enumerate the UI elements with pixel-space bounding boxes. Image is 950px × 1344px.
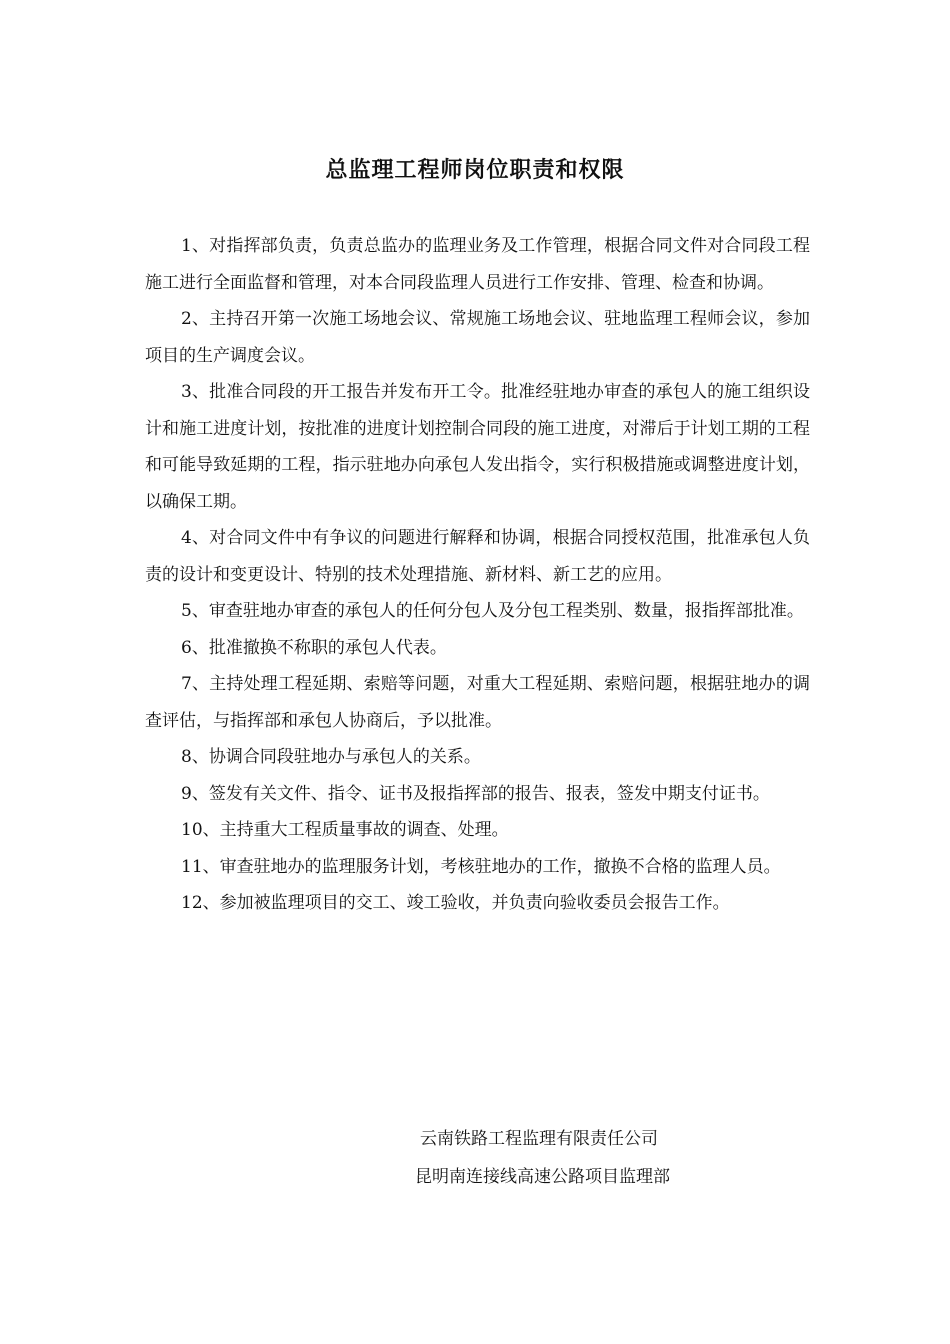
duty-item-6: 6、批准撤换不称职的承包人代表。 <box>181 637 447 658</box>
signature-block <box>415 1120 755 1196</box>
duty-item-3: 3、批准合同段的开工报告并发布开工令。批准经驻地办审查的承包人的施工组织设计和施工进度计划，按批准的进度计划控制合同段的施工进度，对滞后于计划工期的工程和可能导致延期的工程，指示驻地办向承包人发出指令，实行积极措施或调整进度计划，以确保工期。 <box>145 382 810 512</box>
duty-item-1: 1、对指挥部负责，负责总监办的监理业务及工作管理，根据合同文件对合同段工程施工进行全面监督和管理，对本合同段监理人员进行工作安排、管理、检查和协调。 <box>145 236 810 293</box>
duty-item-7: 7、主持处理工程延期、索赔等问题，对重大工程延期、索赔问题，根据驻地办的调查评估，与指挥部和承包人协商后，予以批准。 <box>145 674 810 731</box>
duty-item-10: 10、主持重大工程质量事故的调查、处理。 <box>181 820 509 840</box>
duty-item-8: 8、协调合同段驻地办与承包人的关系。 <box>181 747 481 767</box>
duty-item-12: 12、参加被监理项目的交工、竣工验收，并负责向验收委员会报告工作。 <box>181 893 730 913</box>
duty-item-4: 4、对合同文件中有争议的问题进行解释和协调，根据合同授权范围，批准承包人负责的设计和变更设计、特别的技术处理措施、新材料、新工艺的应用。 <box>145 528 810 585</box>
signature-department: 昆明南连接线高速公路项目监理部 <box>415 1167 670 1187</box>
duty-item-9: 9、签发有关文件、指令、证书及报指挥部的报告、报表，签发中期支付证书。 <box>181 783 770 804</box>
document-title: 总监理工程师岗位职责和权限 <box>325 157 625 183</box>
duty-item-11: 11、审查驻地办的监理服务计划，考核驻地办的工作，撤换不合格的监理人员。 <box>181 856 781 877</box>
duty-item-2: 2、主持召开第一次施工场地会议、常规施工场地会议、驻地监理工程师会议，参加项目的生产调度会议。 <box>145 309 810 366</box>
duty-item-5: 5、审查驻地办审查的承包人的任何分包人及分包工程类别、数量，报指挥部批准。 <box>181 601 804 621</box>
duty-list <box>145 228 810 922</box>
signature-company: 云南铁路工程监理有限责任公司 <box>420 1129 658 1149</box>
